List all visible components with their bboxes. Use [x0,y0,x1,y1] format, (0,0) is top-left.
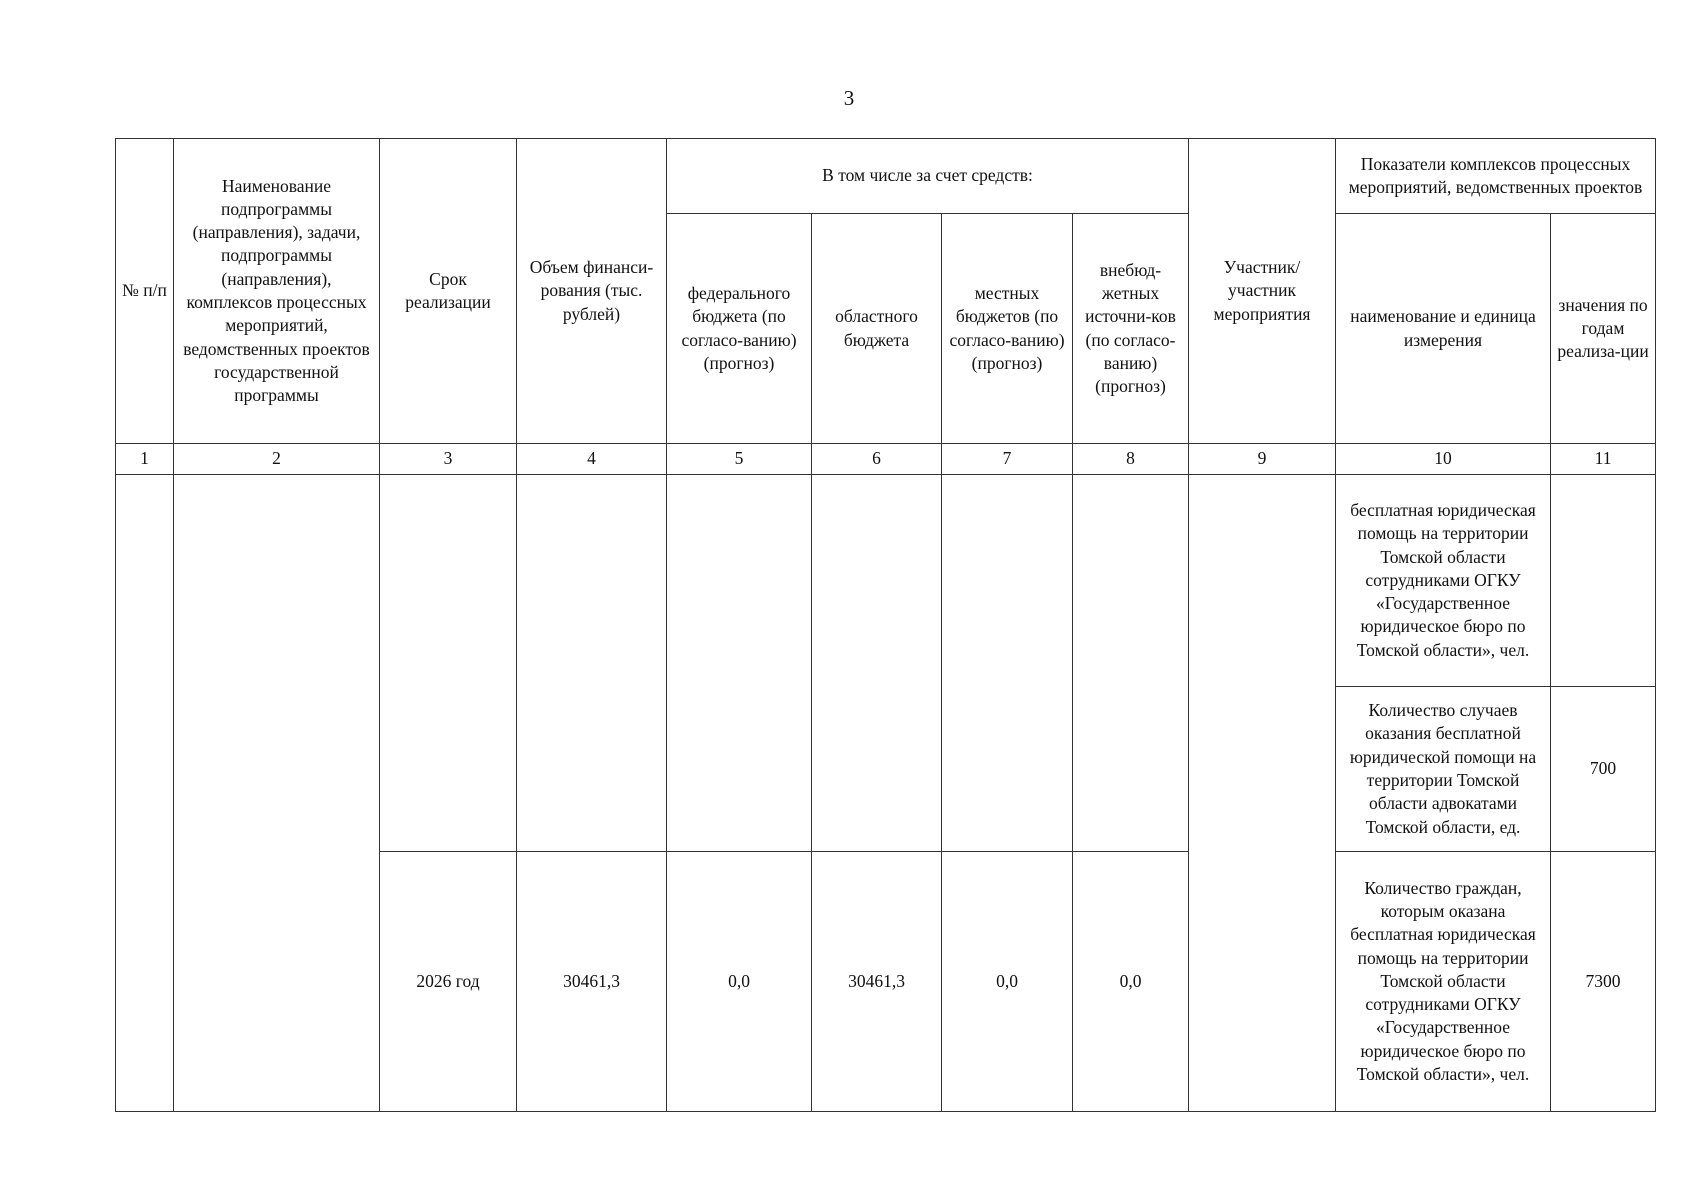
header-participant: Участник/ участник мероприятия [1189,139,1336,444]
header-indicator-values: значения по годам реализа-ции [1551,214,1656,444]
header-name: Наименование подпрограммы (направления), задачи, подпрограммы (направления), комплексов процессных мероприятий, ведомственных проектов государственной программы [174,139,380,444]
column-number: 11 [1551,444,1656,475]
column-number: 1 [116,444,174,475]
financing-table [115,138,1656,1112]
period-cell: 2026 год [380,852,517,1112]
regional-cell [812,475,942,852]
header-extra: внебюд-жетных источни-ков (по согласо-ванию) (прогноз) [1073,214,1189,444]
name-cell [174,475,380,1112]
header-num: № п/п [116,139,174,444]
federal-cell: 0,0 [667,852,812,1112]
column-number: 10 [1336,444,1551,475]
header-local: местных бюджетов (по согласо-ванию) (прогноз) [942,214,1073,444]
indicator-value-cell [1551,475,1656,687]
local-cell: 0,0 [942,852,1073,1112]
num-cell [116,475,174,1112]
column-numbers-row [116,444,1656,475]
header-period: Срок реализации [380,139,517,444]
period-cell [380,475,517,852]
page-number: 3 [843,86,855,110]
header-row [116,139,1656,214]
column-number: 3 [380,444,517,475]
header-indicator-name: наименование и единица измерения [1336,214,1551,444]
header-volume: Объем финанси-рования (тыс. рублей) [517,139,667,444]
volume-cell [517,475,667,852]
regional-cell: 30461,3 [812,852,942,1112]
indicator-name-cell: бесплатная юридическая помощь на территории Томской области сотрудниками ОГКУ «Государственное юридическое бюро по Томской области», чел. [1336,475,1551,687]
column-number: 7 [942,444,1073,475]
local-cell [942,475,1073,852]
column-number: 4 [517,444,667,475]
volume-cell: 30461,3 [517,852,667,1112]
federal-cell [667,475,812,852]
extra-cell: 0,0 [1073,852,1189,1112]
indicator-value-cell: 700 [1551,687,1656,852]
header-funds-group: В том числе за счет средств: [667,139,1189,214]
indicator-name-cell: Количество случаев оказания бесплатной юридической помощи на территории Томской области адвокатами Томской области, ед. [1336,687,1551,852]
column-number: 5 [667,444,812,475]
header-indicators-group: Показатели комплексов процессных мероприятий, ведомственных проектов [1336,139,1656,214]
table-row [116,475,1656,687]
header-regional: областного бюджета [812,214,942,444]
indicator-value-cell: 7300 [1551,852,1656,1112]
column-number: 9 [1189,444,1336,475]
participant-cell [1189,475,1336,1112]
column-number: 8 [1073,444,1189,475]
column-number: 6 [812,444,942,475]
column-number: 2 [174,444,380,475]
header-federal: федерального бюджета (по согласо-ванию) (прогноз) [667,214,812,444]
extra-cell [1073,475,1189,852]
indicator-name-cell: Количество граждан, которым оказана бесплатная юридическая помощь на территории Томской области сотрудниками ОГКУ «Государственное юридическое бюро по Томской области», чел. [1336,852,1551,1112]
